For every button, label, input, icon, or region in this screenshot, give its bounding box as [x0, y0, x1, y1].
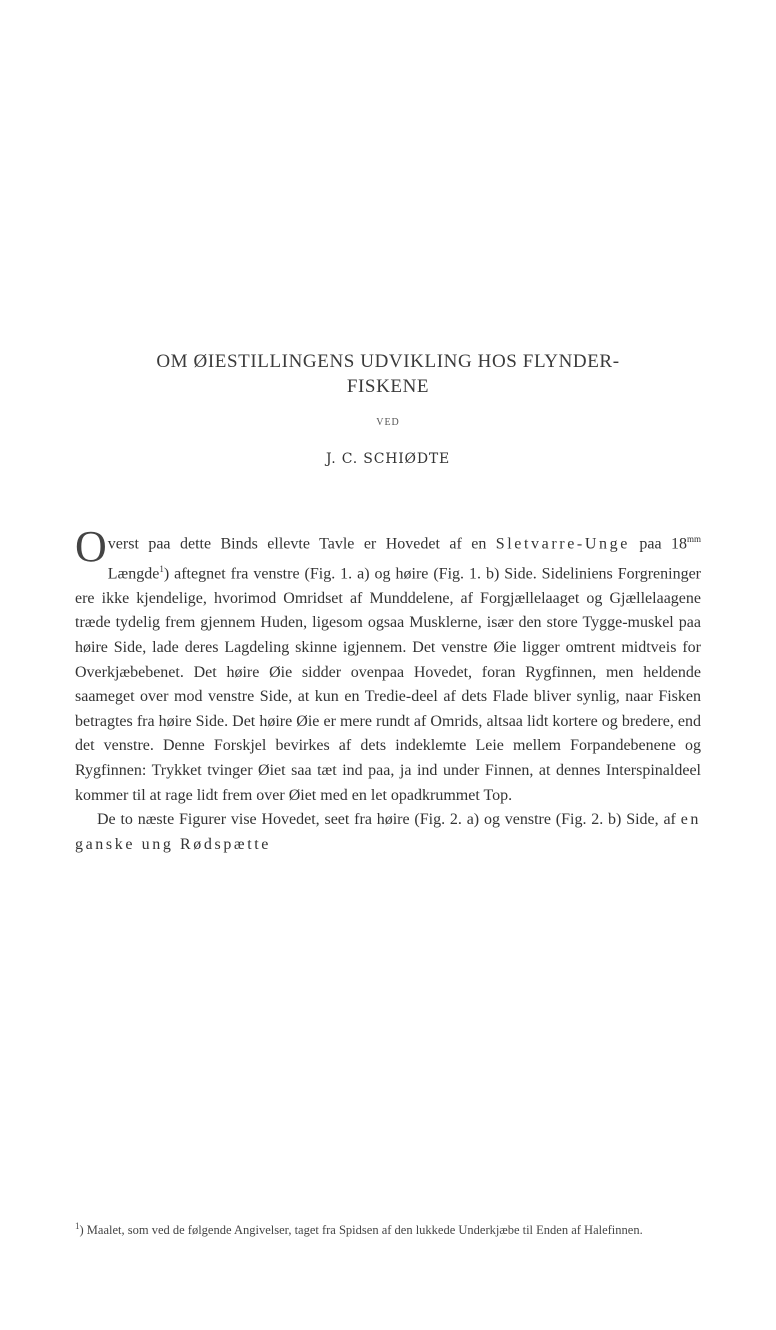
paragraph-1-spaced-term: Sletvarre-Unge [495, 535, 630, 553]
paragraph-1-part-c: Længde [107, 565, 160, 583]
paragraph-1-part-b: paa 18 [629, 535, 687, 553]
paragraph-1-part-a: verst paa dette Binds ellevte Tavle er Hovedet af en [107, 535, 496, 553]
paragraph-2-part-a: De to næste Figurer vise Hovedet, seet fra høire (Fig. 2. a) og venstre (Fig. 2. b) Side, af [97, 811, 681, 829]
unit-superscript: mm [687, 534, 702, 544]
paragraph-2-spaced-term: en ganske ung Rødspætte [75, 811, 701, 853]
paragraph-2 [75, 808, 701, 857]
body-text [75, 522, 702, 857]
drop-cap: O [75, 522, 107, 571]
paragraph-1-part-d: ) aftegnet fra venstre (Fig. 1. a) og høire (Fig. 1. b) Side. Sideliniens Forgreninger ere ikke kjendelige, hvorimod Omridset af Munddelene, af Forgjællelaaget og Gjællelaagene træde tydelig frem gjennem Huden, ligesom ogsaa Musklerne, især den store Tygge-muskel paa høire Side, lade deres Lagdeling skinne igjennem. Det venstre Øie ligger omtrent midtveis for Overkjæbebenet. Det høire Øie sidder ovenpaa Hovedet, foran Rygfinnen, men heldende saameget over mod venstre Side, at kun en Tredie-deel af dets Flade bliver synlig, naar Fisken betragtes fra høire Side. Det høire Øie er mere rundt af Omrids, altsaa lidt kortere og bredere, end det venstre. Denne Forskjel bevirkes af dets indeklemte Leie mellem Forpandebenene og Rygfinnen: Trykket tvinger Øiet saa tæt ind paa, ja ind under Finnen, at dennes Interspinaldeel kommer til at rage lidt frem over Øiet med en let opadkrummet Top. [75, 565, 701, 804]
article-title-line-2: FISKENE [346, 376, 430, 397]
paragraph-1 [75, 522, 702, 808]
author-name: J. C. SCHIØDTE [325, 451, 451, 467]
footnote [75, 1217, 701, 1240]
byline-ved: VED [376, 417, 400, 428]
article-title-line-1: OM ØIESTILLINGENS UDVIKLING HOS FLYNDER- [156, 351, 620, 372]
footnote-text: ) Maalet, som ved de følgende Angivelser, taget fra Spidsen af den lukkede Underkjæbe til Enden af Halefinnen. [79, 1223, 643, 1238]
footnote-mark: 1 [75, 1221, 80, 1231]
footnote-reference: 1 [159, 563, 164, 574]
